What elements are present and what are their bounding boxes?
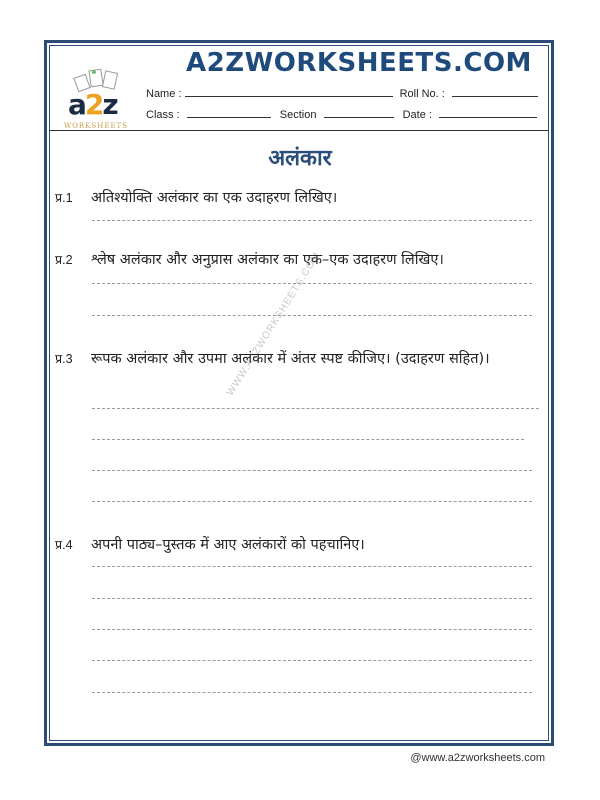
section-field[interactable]	[324, 107, 394, 118]
question-number: प्र.2	[55, 253, 73, 267]
footer-credit: @www.a2zworksheets.com	[410, 752, 545, 764]
answer-line[interactable]	[92, 660, 532, 661]
answer-line[interactable]	[92, 692, 532, 693]
roll-field[interactable]	[452, 86, 538, 97]
answer-line[interactable]	[92, 315, 532, 316]
section-label: Section	[279, 109, 317, 121]
site-title: A2ZWORKSHEETS.COM	[186, 48, 532, 78]
date-field[interactable]	[439, 107, 537, 118]
question-1	[55, 185, 545, 211]
watermark: WWW.A2ZWORKSHEETS.COM	[225, 250, 323, 398]
name-label: Name :	[146, 88, 182, 100]
answer-line[interactable]	[92, 598, 532, 599]
a2z-logo	[58, 66, 140, 128]
question-number: प्र.1	[55, 191, 73, 205]
worksheet-header	[50, 46, 548, 131]
name-field[interactable]	[185, 86, 393, 97]
name-roll-row	[146, 86, 538, 100]
answer-line[interactable]	[92, 439, 524, 440]
answer-line[interactable]	[92, 470, 532, 471]
question-text: अतिश्योक्ति अलंकार का एक उदाहरण लिखिए।	[91, 190, 338, 206]
class-section-date-row	[146, 107, 537, 121]
question-text: श्लेष अलंकार और अनुप्रास अलंकार का एक–एक उदाहरण लिखिए।	[91, 252, 444, 268]
answer-line[interactable]	[92, 220, 532, 221]
answer-line[interactable]	[92, 408, 539, 409]
question-text: अपनी पाठ्य–पुस्तक में आए अलंकारों को पहचानिए।	[91, 537, 365, 553]
roll-label: Roll No. :	[399, 88, 445, 100]
logo-letters: a2z	[68, 88, 117, 121]
question-3	[55, 344, 545, 374]
worksheet-title: अलंकार	[268, 146, 332, 171]
answer-line[interactable]	[92, 566, 532, 567]
question-number: प्र.4	[55, 538, 73, 552]
date-label: Date :	[402, 109, 432, 121]
question-text: रूपक अलंकार और उपमा अलंकार में अंतर स्पष्ट कीजिए। (उदाहरण सहित)।	[91, 351, 490, 367]
question-2	[55, 247, 545, 273]
answer-line[interactable]	[92, 501, 532, 502]
answer-line[interactable]	[92, 283, 532, 284]
question-4	[55, 532, 545, 558]
class-field[interactable]	[187, 107, 271, 118]
answer-line[interactable]	[92, 629, 532, 630]
question-number: प्र.3	[55, 352, 73, 366]
class-label: Class :	[146, 109, 180, 121]
logo-tagline: WORKSHEETS	[64, 122, 129, 130]
